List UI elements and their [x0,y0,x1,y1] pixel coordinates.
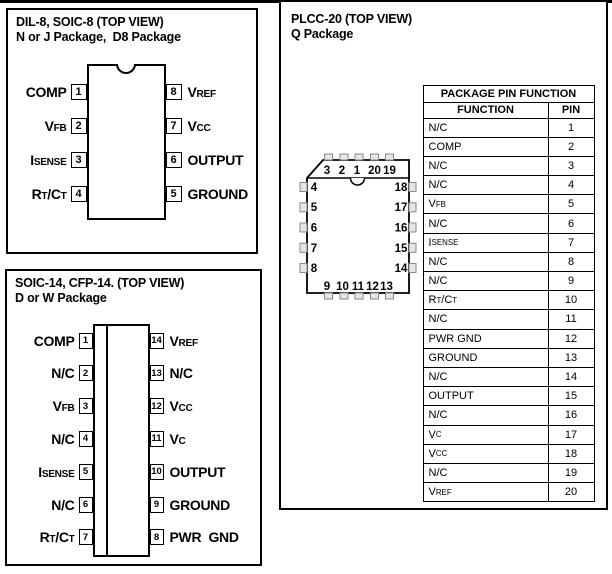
pin1-notch [116,64,136,74]
pin-cell: 17 [564,428,578,441]
pin-column-header: PIN [561,103,581,116]
table-row [424,425,594,444]
pin-row [166,118,258,134]
function-cell: GROUND [424,349,549,367]
pin-row [10,152,87,168]
pin-number-box: 6 [79,497,93,513]
pin-cell: 20 [564,486,578,499]
pin-cell: 7 [567,236,575,249]
pin-row [150,365,260,381]
pin-label: N/C [169,365,193,382]
table-row [424,213,594,232]
pin-cell: 13 [564,351,578,364]
pin-number-box: 13 [150,365,164,381]
plcc-pin-stub [409,182,416,191]
pin-label: ISENSE [38,463,75,480]
pin-cell: 10 [564,294,578,307]
pin-label: GROUND [169,496,230,513]
table-header-row [424,102,594,118]
plcc-pin-number: 17 [394,201,407,214]
function-cell: N/C [424,368,549,386]
soic14-left-pins [8,333,93,546]
pin-label: VC [169,430,186,447]
pin-row [150,333,260,349]
function-cell: N/C [424,272,549,290]
soic14-panel [5,269,262,566]
function-cell: N/C [424,157,549,175]
pin-cell: 11 [565,313,577,326]
pin-label: OUTPUT [169,463,226,480]
plcc-pin-stub [355,154,363,160]
plcc-pin1-notch [350,178,364,185]
plcc-pin-stub [324,293,332,299]
plcc20-title-line1: PLCC-20 (TOP VIEW) [291,12,412,26]
pin-label: RT/CT [39,529,75,546]
pin-cell: 14 [564,371,578,384]
pin-label: GROUND [187,185,248,202]
dil8-right-pins [166,84,258,202]
plcc-pin-stub [340,154,348,160]
pin-cell: 12 [564,332,578,345]
table-row [424,175,594,194]
function-cell: COMP [424,138,549,156]
pin-number-box: 3 [79,398,93,414]
function-cell: I SENSE [424,234,549,252]
pin-number-box: 12 [150,398,164,414]
pin-row [8,464,93,480]
pin-row [8,365,93,381]
dil8-chip-body [87,64,166,220]
function-cell: OUTPUT [424,387,549,405]
pin-number-box: 11 [150,431,164,447]
plcc20-panel [279,0,608,510]
pin-label: ISENSE [30,151,67,168]
pin-cell: 6 [567,217,575,230]
pin-row [10,186,87,202]
dil8-title-line2: N or J Package, D8 Package [16,30,181,44]
function-cell: N/C [424,214,549,232]
pin-row [8,398,93,414]
plcc-pin-stub [409,263,416,272]
table-row [424,405,594,424]
package-pin-function-table [423,85,595,503]
pin-cell: 4 [567,179,575,192]
plcc-pin-number: 11 [351,280,364,293]
pin-label: N/C [51,496,75,513]
plcc-pin-stub [355,293,363,299]
plcc-pin-stub [324,154,332,160]
pin-number-box: 4 [71,186,87,202]
plcc-pin-number: 19 [382,164,396,177]
pin-row [8,333,93,349]
pin-number-box: 5 [79,464,93,480]
pin-label: VFB [44,117,67,134]
pin-cell: 18 [564,447,578,460]
pin-label: N/C [51,430,75,447]
plcc-pin-number: 7 [310,242,317,255]
function-cell: N/C [424,253,549,271]
plcc-pin-number: 5 [310,201,317,214]
function-cell: N/C [424,310,549,328]
pin-row [8,529,93,545]
pin-number-box: 7 [79,529,93,545]
table-row [424,137,594,156]
plcc-pin-number: 16 [394,222,407,234]
pin-number-box: 4 [79,431,93,447]
pin-number-box: 3 [71,152,87,168]
soic14-title-line2: D or W Package [15,291,107,305]
plcc-pin-stub [300,182,307,191]
pin-row [8,431,93,447]
pin-row [10,118,87,134]
table-row [424,194,594,213]
pin-row [166,186,258,202]
pin-label: COMP [25,83,67,100]
plcc-pin-stub [340,293,348,299]
plcc-pin-stub [300,223,307,232]
pin-row [8,497,93,513]
plcc-pin-stub [300,243,307,252]
pin-cell: 1 [567,121,575,134]
plcc-pin-number: 8 [310,262,317,275]
function-cell: N/C [424,119,549,137]
pin-cell: 15 [564,390,578,403]
pin-label: VREF [169,332,198,349]
table-row [424,156,594,175]
pin-label: VFB [52,398,75,415]
pin-label: VCC [187,117,211,134]
table-row [424,482,594,501]
plcc-pin-stub [300,202,307,211]
table-row [424,386,594,405]
plcc-pin-number: 3 [323,164,330,177]
pin-cell: 5 [567,198,575,211]
pin-cell: 16 [564,409,578,422]
plcc-pin-stub [409,202,416,211]
soic14-title-line1: SOIC-14, CFP-14. (TOP VIEW) [15,276,185,290]
pin-number-box: 6 [166,152,182,168]
soic14-right-pins [150,333,260,546]
pin-cell: 2 [567,140,575,153]
pin-number-box: 14 [150,333,164,349]
plcc-pin-number: 6 [310,222,317,234]
pin-row [150,398,260,414]
pin-number-box: 8 [166,84,182,100]
pin-cell: 19 [564,466,578,479]
dil8-title-line1: DIL-8, SOIC-8 (TOP VIEW) [16,15,164,29]
function-cell: N/C [424,464,549,482]
soic14-chip-body [93,324,150,557]
table-row [424,290,594,309]
pin-number-box: 7 [166,118,182,134]
table-row [424,463,594,482]
pin-number-box: 8 [150,529,164,545]
pin-number-box: 1 [71,84,87,100]
table-row [424,329,594,348]
plcc-pin-stub [385,293,393,299]
table-row [424,367,594,386]
plcc-pin-stub [370,293,378,299]
plcc-right-stubs [409,182,416,272]
function-cell: PWR GND [424,330,549,348]
pin-row [10,84,87,100]
pin-row [150,464,260,480]
pin-row [150,529,260,545]
plcc-left-stubs [300,182,307,272]
plcc-pin-number: 18 [394,181,407,194]
pin-row [166,84,258,100]
pin-cell: 8 [567,255,575,268]
plcc-pin-stub [409,243,416,252]
pin-row [150,431,260,447]
function-cell: V C [424,426,549,444]
plcc20-title [291,12,412,42]
pin-number-box: 1 [79,333,93,349]
pin-number-box: 2 [71,118,87,134]
plcc-pin-number: 1 [353,164,360,177]
pin-row [166,152,258,168]
pin-label: VCC [169,398,193,415]
pin-label: COMP [33,332,75,349]
plcc-pin-number: 20 [367,164,381,177]
pin-label: VREF [187,83,216,100]
table-row [424,348,594,367]
plcc-pin-stub [370,154,378,160]
plcc-pin-number: 9 [323,280,330,293]
plcc-pin-number: 12 [365,280,379,293]
plcc-pin-number: 14 [394,262,407,275]
plcc-pin-number: 13 [379,280,393,293]
package-inner-line [106,324,108,557]
table-row [424,271,594,290]
pin-label: OUTPUT [187,151,244,168]
plcc-pin-number: 15 [394,242,407,255]
pin-number-box: 5 [166,186,182,202]
function-cell: N/C [424,406,549,424]
plcc-pin-stub [385,154,393,160]
soic14-title [15,276,184,306]
function-cell: V REF [424,483,549,501]
plcc-pin-number: 2 [338,164,345,177]
table-row [424,309,594,328]
plcc20-title-line2: Q Package [291,27,354,41]
plcc-pin-number: 4 [310,181,317,194]
plcc-pin-stub [409,223,416,232]
function-cell: R T /C T [424,291,549,309]
pin-label: RT/CT [31,185,67,202]
dil8-title [16,15,181,45]
dil8-panel [6,8,258,254]
function-cell: V CC [424,445,549,463]
plcc-pin-stub [300,263,307,272]
table-row [424,118,594,137]
function-cell: V FB [424,195,549,213]
pin-number-box: 2 [79,365,93,381]
table-row [424,444,594,463]
pin-label: N/C [51,365,75,382]
pin-row [150,497,260,513]
table-title: PACKAGE PIN FUNCTION [440,87,577,100]
function-column-header: FUNCTION [424,103,549,118]
pin-cell: 9 [567,275,575,288]
pin-cell: 3 [567,159,575,172]
pin-number-box: 9 [150,497,164,513]
pin-number-box: 10 [150,464,164,480]
dil8-left-pins [10,84,87,202]
table-row [424,252,594,271]
function-cell: N/C [424,176,549,194]
plcc20-diagram [297,150,443,306]
table-row [424,233,594,252]
pin-label: PWR GND [169,529,239,546]
plcc-pin-number: 10 [335,280,349,293]
